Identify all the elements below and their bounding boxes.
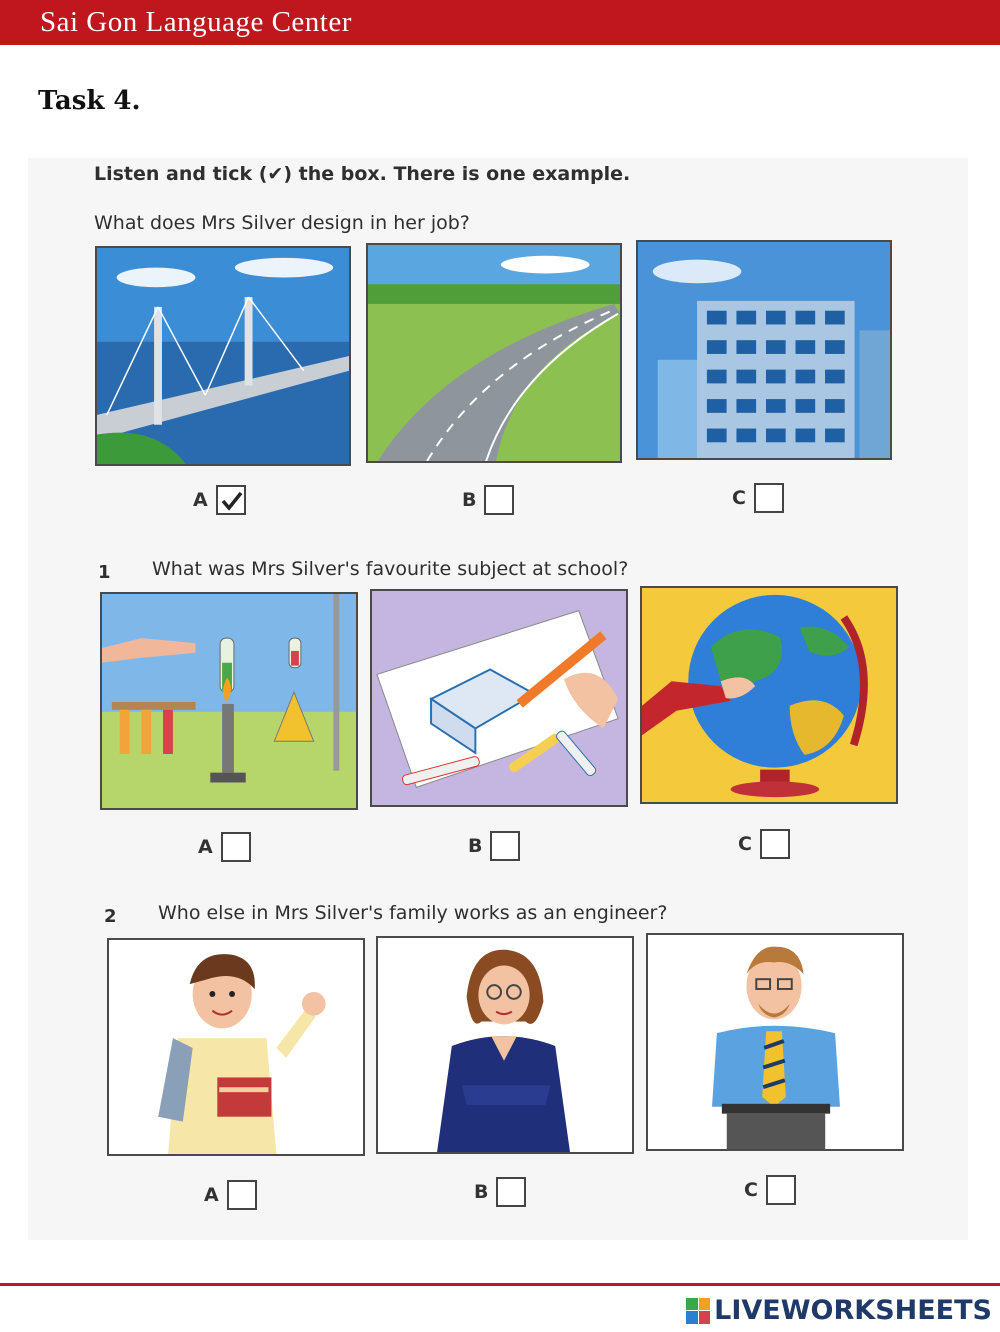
picture-globe-geography bbox=[640, 586, 898, 804]
tick-box[interactable] bbox=[760, 829, 790, 859]
tick-box[interactable] bbox=[221, 832, 251, 862]
question-2-text: Who else in Mrs Silver's family works as an engineer? bbox=[158, 902, 668, 924]
tick-box[interactable] bbox=[227, 1180, 257, 1210]
option-example-a[interactable] bbox=[193, 485, 246, 515]
option-letter: A bbox=[193, 489, 208, 511]
option-1-a[interactable] bbox=[198, 832, 251, 862]
option-letter: A bbox=[198, 836, 213, 858]
picture-science-lab bbox=[100, 592, 358, 810]
question-example-text: What does Mrs Silver design in her job? bbox=[94, 212, 470, 234]
task-title: Task 4. bbox=[38, 86, 141, 116]
tick-box-checked[interactable] bbox=[216, 485, 246, 515]
question-number: 1 bbox=[98, 562, 111, 583]
option-letter: B bbox=[468, 835, 483, 857]
tick-box[interactable] bbox=[766, 1175, 796, 1205]
picture-road bbox=[366, 243, 622, 463]
option-letter: B bbox=[474, 1181, 489, 1203]
liveworksheets-logo[interactable] bbox=[686, 1295, 992, 1326]
picture-woman-suit bbox=[376, 936, 634, 1154]
question-1-text: What was Mrs Silver's favourite subject at school? bbox=[152, 558, 629, 580]
tick-box[interactable] bbox=[484, 485, 514, 515]
option-letter: C bbox=[744, 1179, 758, 1201]
option-2-b[interactable] bbox=[474, 1177, 526, 1207]
brand-name: LIVEWORKSHEETS bbox=[714, 1295, 992, 1326]
picture-office-building bbox=[636, 240, 892, 460]
option-1-c[interactable] bbox=[738, 829, 790, 859]
logo-mark-icon bbox=[686, 1298, 710, 1324]
tick-box[interactable] bbox=[496, 1177, 526, 1207]
option-example-c[interactable] bbox=[732, 483, 784, 513]
option-example-b[interactable] bbox=[462, 485, 514, 515]
question-number: 2 bbox=[104, 906, 117, 927]
picture-man-tie bbox=[646, 933, 904, 1151]
picture-boy-student bbox=[107, 938, 365, 1156]
tick-box[interactable] bbox=[490, 831, 520, 861]
option-2-c[interactable] bbox=[744, 1175, 796, 1205]
option-letter: A bbox=[204, 1184, 219, 1206]
picture-drawing-design bbox=[370, 589, 628, 807]
option-letter: C bbox=[738, 833, 752, 855]
option-1-b[interactable] bbox=[468, 831, 520, 861]
option-2-a[interactable] bbox=[204, 1180, 257, 1210]
header-bar bbox=[0, 0, 1000, 45]
tick-box[interactable] bbox=[754, 483, 784, 513]
check-icon bbox=[220, 489, 244, 513]
footer-divider bbox=[0, 1283, 1000, 1286]
option-letter: B bbox=[462, 489, 477, 511]
instruction-text: Listen and tick (✔) the box. There is one example. bbox=[94, 163, 631, 185]
picture-bridge bbox=[95, 246, 351, 466]
center-name: Sai Gon Language Center bbox=[40, 6, 352, 38]
option-letter: C bbox=[732, 487, 746, 509]
